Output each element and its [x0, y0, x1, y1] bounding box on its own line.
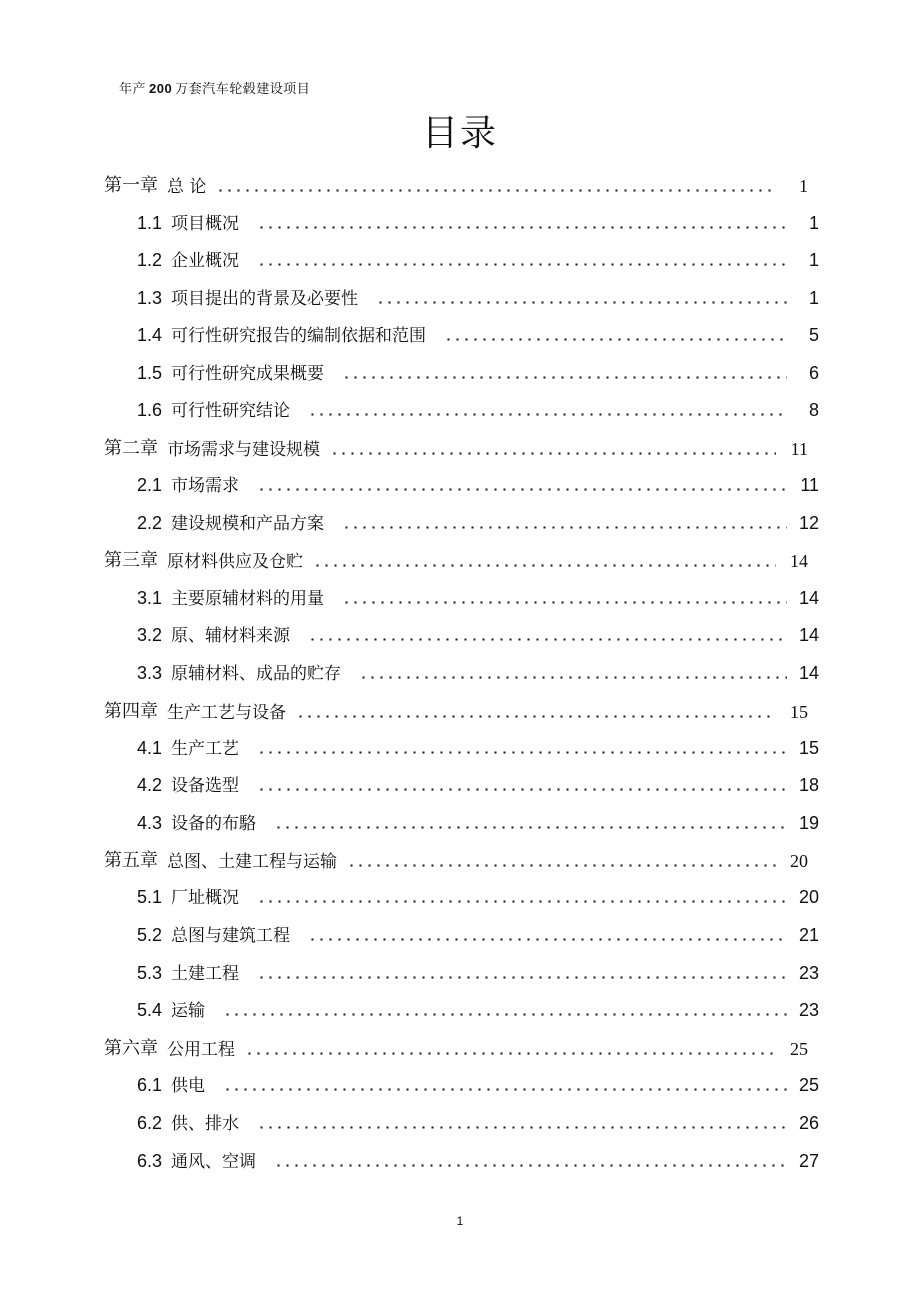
- toc-entry-number: 5.4: [137, 1000, 163, 1020]
- toc-entry-page: 15: [790, 702, 808, 722]
- toc-entry-number: 5.2: [137, 925, 163, 945]
- toc-entry-label: 生产工艺与设备: [167, 703, 286, 723]
- dot-leader: [223, 1088, 787, 1091]
- toc-entry-number: 第一章: [104, 175, 158, 195]
- toc-entry-number: 1.3: [137, 288, 163, 308]
- toc-chapter-6[interactable]: [104, 1034, 808, 1060]
- dot-leader: [257, 976, 787, 979]
- toc-entry-page: 12: [798, 513, 819, 533]
- dot-leader: [257, 263, 787, 266]
- toc-section-1-3[interactable]: [137, 283, 819, 309]
- toc-entry-page: 27: [798, 1151, 819, 1171]
- page-number-footer: 1: [456, 1214, 464, 1228]
- toc-entry-page: 25: [790, 1039, 808, 1059]
- dot-leader: [342, 376, 787, 379]
- toc-chapter-1[interactable]: [104, 171, 808, 197]
- toc-entry-number: 5.1: [137, 887, 163, 907]
- dot-leader: [308, 413, 787, 416]
- toc-entry-label: 原辅材料、成品的贮存: [171, 664, 342, 684]
- toc-entry-number: 2.1: [137, 475, 163, 495]
- toc-entry-label: 可行性研究报告的编制依据和范围: [171, 326, 427, 346]
- toc-entry-number: 第三章: [104, 550, 158, 570]
- dot-leader: [342, 526, 787, 529]
- dot-leader: [330, 452, 776, 455]
- toc-section-6-1[interactable]: [137, 1070, 819, 1096]
- toc-entry-number: 第五章: [104, 850, 158, 870]
- dot-leader: [257, 751, 787, 754]
- toc-section-1-4[interactable]: [137, 320, 819, 346]
- toc-entry-page: 14: [790, 551, 808, 571]
- toc-entry-label: 设备的布駱: [171, 814, 257, 834]
- toc-section-4-2[interactable]: [137, 770, 819, 796]
- toc-chapter-2[interactable]: [104, 434, 808, 460]
- toc-entry-page: 1: [808, 213, 819, 233]
- toc-entry-label: 主要原辅材料的用量: [171, 589, 325, 609]
- toc-entry-label: 供电: [171, 1076, 206, 1096]
- toc-section-2-2[interactable]: [137, 508, 819, 534]
- header-prefix: 年产: [119, 82, 147, 97]
- dot-leader: [444, 338, 787, 341]
- toc-section-6-2[interactable]: [137, 1108, 819, 1134]
- toc-section-3-2[interactable]: [137, 620, 819, 646]
- toc-entry-page: 15: [798, 738, 819, 758]
- header-number: 200: [149, 81, 173, 96]
- page-title: 目录: [421, 113, 498, 154]
- toc-chapter-4[interactable]: [104, 697, 808, 723]
- dot-leader: [342, 601, 787, 604]
- toc-entry-label: 供、排水: [171, 1114, 240, 1134]
- toc-section-1-1[interactable]: [137, 208, 819, 234]
- toc-entry-page: 20: [798, 887, 819, 907]
- toc-entry-number: 4.2: [137, 775, 163, 795]
- toc-entry-number: 3.3: [137, 663, 163, 683]
- dot-leader: [274, 1164, 787, 1167]
- toc-entry-label: 总图、土建工程与运输: [167, 852, 337, 872]
- toc-entry-label: 总图与建筑工程: [171, 926, 291, 946]
- dot-leader: [274, 826, 787, 829]
- toc-entry-number: 5.3: [137, 963, 163, 983]
- dot-leader: [376, 301, 787, 304]
- toc-entry-label: 企业概况: [171, 251, 240, 271]
- toc-entry-label: 运输: [171, 1001, 206, 1021]
- dot-leader: [257, 226, 787, 229]
- toc-entry-number: 第六章: [104, 1038, 158, 1058]
- toc-entry-label: 生产工艺: [171, 739, 240, 759]
- toc-entry-page: 14: [798, 663, 819, 683]
- toc-entry-number: 1.5: [137, 363, 163, 383]
- toc-entry-label: 可行性研究结论: [171, 401, 291, 421]
- toc-entry-label: 建设规模和产品方案: [171, 514, 325, 534]
- toc-entry-page: 6: [808, 363, 819, 383]
- toc-entry-number: 3.2: [137, 625, 163, 645]
- toc-entry-number: 4.3: [137, 813, 163, 833]
- toc-entry-number: 6.3: [137, 1151, 163, 1171]
- dot-leader: [257, 1126, 787, 1129]
- toc-entry-label: 总 论: [167, 177, 207, 197]
- toc-entry-label: 市场需求与建设规模: [167, 440, 320, 460]
- toc-entry-number: 1.1: [137, 213, 163, 233]
- dot-leader: [216, 189, 776, 192]
- toc-entry-number: 3.1: [137, 588, 163, 608]
- toc-entry-page: 20: [790, 851, 808, 871]
- dot-leader: [347, 864, 776, 867]
- dot-leader: [223, 1013, 787, 1016]
- dot-leader: [296, 715, 776, 718]
- toc-entry-page: 14: [798, 625, 819, 645]
- toc-entry-page: 8: [808, 400, 819, 420]
- toc-entry-number: 1.4: [137, 325, 163, 345]
- toc-section-1-6[interactable]: [137, 395, 819, 421]
- toc-entry-label: 原材料供应及仓贮: [167, 552, 303, 572]
- toc-entry-page: 19: [798, 813, 819, 833]
- toc-entry-number: 第二章: [104, 438, 158, 458]
- toc-entry-number: 6.2: [137, 1113, 163, 1133]
- toc-section-3-3[interactable]: [137, 658, 819, 684]
- toc-section-5-4[interactable]: [137, 995, 819, 1021]
- toc-entry-label: 公用工程: [167, 1040, 235, 1060]
- toc-section-6-3[interactable]: [137, 1146, 819, 1172]
- toc-entry-page: 25: [798, 1075, 819, 1095]
- toc-entry-label: 市场需求: [171, 476, 240, 496]
- toc-entry-page: 21: [798, 925, 819, 945]
- dot-leader: [257, 488, 787, 491]
- toc-entry-page: 1: [799, 176, 808, 196]
- toc-entry-number: 2.2: [137, 513, 163, 533]
- toc-entry-label: 项目概况: [171, 214, 240, 234]
- toc-chapter-5[interactable]: [104, 846, 808, 872]
- toc-entry-page: 1: [808, 288, 819, 308]
- toc-entry-page: 23: [798, 963, 819, 983]
- dot-leader: [313, 564, 776, 567]
- toc-entry-label: 项目提出的背景及必要性: [171, 289, 359, 309]
- toc-section-1-2[interactable]: [137, 245, 819, 271]
- toc-section-5-1[interactable]: [137, 882, 819, 908]
- toc-section-2-1[interactable]: [137, 470, 819, 496]
- toc-entry-page: 11: [790, 439, 808, 459]
- toc-entry-label: 原、辅材料来源: [171, 626, 291, 646]
- header-suffix: 万套汽车轮毂建设项目: [175, 82, 311, 97]
- toc-entry-label: 设备选型: [171, 776, 240, 796]
- toc-section-3-1[interactable]: [137, 583, 819, 609]
- toc-entry-label: 通风、空调: [171, 1152, 257, 1172]
- toc-entry-label: 厂址概况: [171, 888, 240, 908]
- dot-leader: [359, 676, 787, 679]
- toc-entry-label: 可行性研究成果概要: [171, 364, 325, 384]
- toc-entry-page: 1: [808, 250, 819, 270]
- toc-section-4-3[interactable]: [137, 808, 819, 834]
- toc-entry-page: 14: [798, 588, 819, 608]
- toc-entry-page: 26: [798, 1113, 819, 1133]
- toc-entry-page: 18: [798, 775, 819, 795]
- toc-entry-number: 1.6: [137, 400, 163, 420]
- toc-entry-number: 4.1: [137, 738, 163, 758]
- dot-leader: [257, 788, 787, 791]
- toc-section-1-5[interactable]: [137, 358, 819, 384]
- toc-entry-number: 第四章: [104, 701, 158, 721]
- toc-entry-number: 1.2: [137, 250, 163, 270]
- toc-entry-page: 23: [798, 1000, 819, 1020]
- toc-section-5-3[interactable]: [137, 958, 819, 984]
- toc-entry-page: 11: [800, 475, 819, 495]
- toc-entry-page: 5: [808, 325, 819, 345]
- toc-section-4-1[interactable]: [137, 733, 819, 759]
- dot-leader: [308, 938, 787, 941]
- dot-leader: [257, 900, 787, 903]
- dot-leader: [245, 1052, 776, 1055]
- running-header: [119, 78, 310, 97]
- toc-entry-number: 6.1: [137, 1075, 163, 1095]
- dot-leader: [308, 638, 787, 641]
- toc-chapter-3[interactable]: [104, 546, 808, 572]
- toc-section-5-2[interactable]: [137, 920, 819, 946]
- toc-entry-label: 土建工程: [171, 964, 240, 984]
